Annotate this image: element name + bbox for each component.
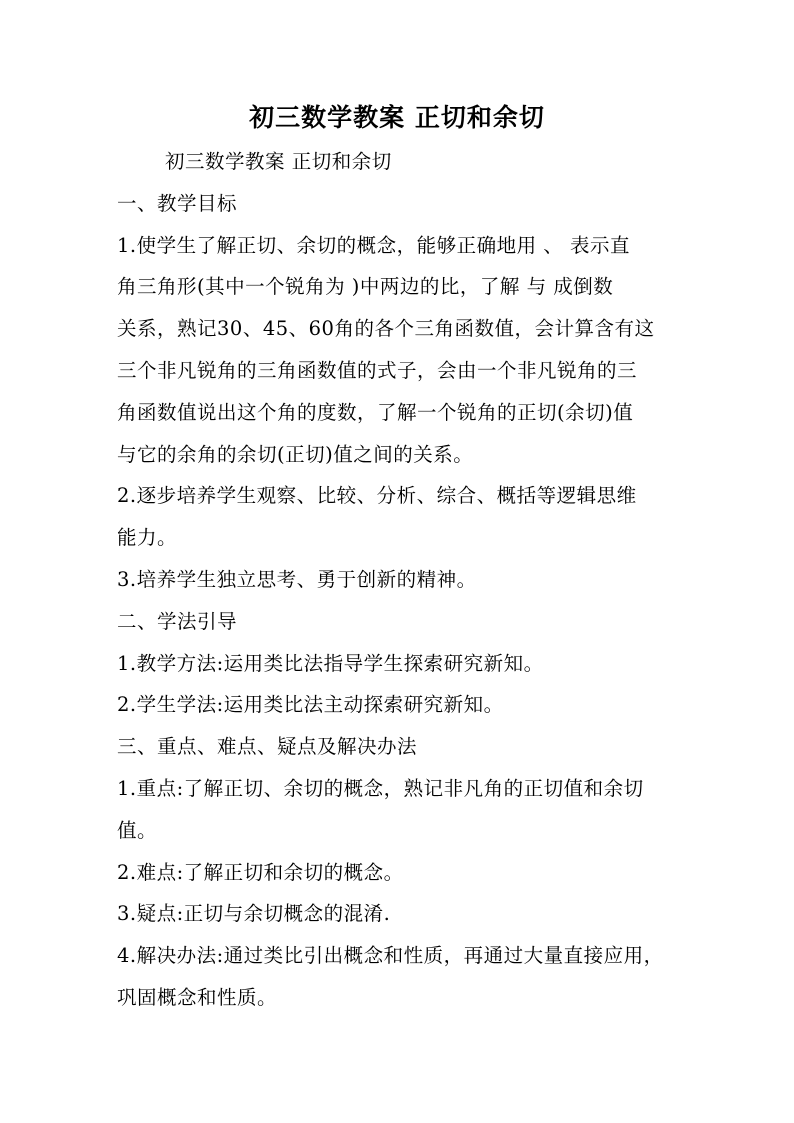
paragraph-line: 1.使学生了解正切、余切的概念，能够正确地用 、 表示直 [117,233,631,257]
document-body [117,141,687,1019]
document-title: 初三数学教案 正切和余切 [249,103,545,132]
paragraph-line: 2.难点:了解正切和余切的概念。 [117,860,404,884]
section-heading: 二、学法引导 [117,609,238,633]
subtitle-line: 初三数学教案 正切和余切 [165,150,392,173]
section-heading: 一、教学目标 [117,191,238,215]
paragraph-line: 角三角形(其中一个锐角为 )中两边的比，了解 与 成倒数 [117,275,614,299]
paragraph-line: 2.逐步培养学生观察、比较、分析、综合、概括等逻辑思维 [117,484,637,508]
paragraph-line: 三个非凡锐角的三角函数值的式子，会由一个非凡锐角的三 [117,358,638,382]
paragraph-line: 4.解决办法:通过类比引出概念和性质，再通过大量直接应用， [117,944,664,968]
paragraph-line: 巩固概念和性质。 [117,985,278,1009]
paragraph-line: 能力。 [117,526,178,550]
paragraph-line: 3.疑点:正切与余切概念的混淆. [117,902,391,926]
paragraph-line: 1.教学方法:运用类比法指导学生探索研究新知。 [117,651,544,675]
paragraph-line: 3.培养学生独立思考、勇于创新的精神。 [117,567,477,591]
paragraph-line: 1.重点:了解正切、余切的概念，熟记非凡角的正切值和余切 [117,776,644,800]
paragraph-line: 关系，熟记30、45、60角的各个三角函数值，会计算含有这 [117,317,655,341]
paragraph-line: 角函数值说出这个角的度数，了解一个锐角的正切(余切)值 [117,400,634,424]
paragraph-line: 值。 [117,818,158,842]
paragraph-line: 与它的余角的余切(正切)值之间的关系。 [117,442,474,466]
paragraph-line: 2.学生学法:运用类比法主动探索研究新知。 [117,693,504,717]
section-heading: 三、重点、难点、疑点及解决办法 [117,735,418,759]
